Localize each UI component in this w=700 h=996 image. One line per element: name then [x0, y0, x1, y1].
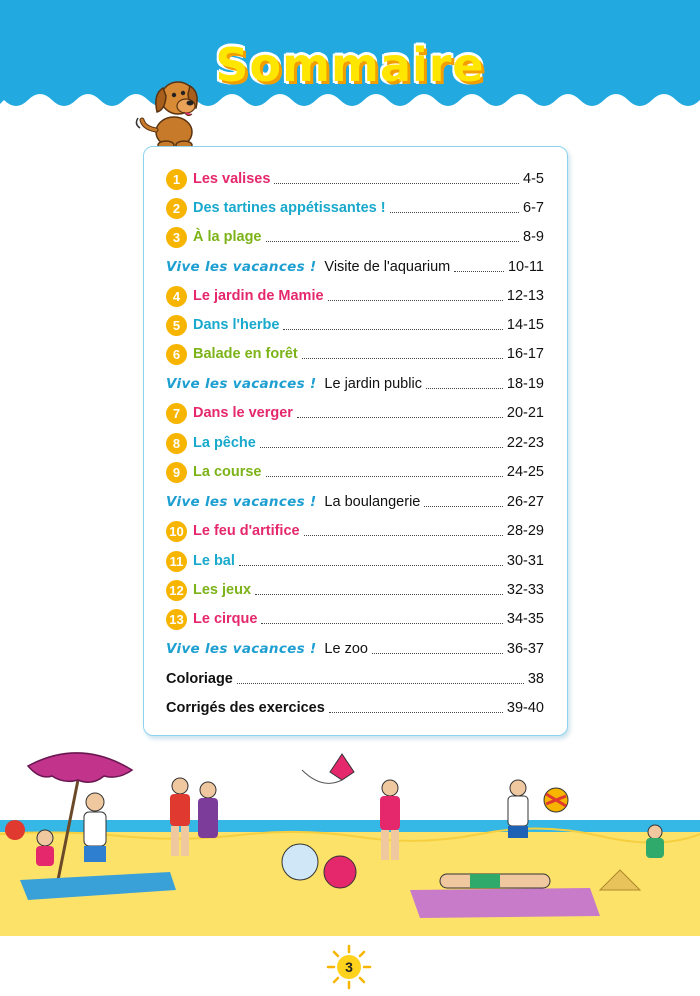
toc-entry[interactable] — [166, 519, 544, 543]
beach-scene-illustration — [0, 740, 700, 940]
chapter-title: Des tartines appétissantes ! — [193, 200, 386, 216]
toc-entry[interactable] — [166, 342, 544, 366]
page-range: 38 — [527, 671, 544, 687]
dot-leader — [255, 594, 503, 595]
chapter-title: Visite de l'aquarium — [324, 259, 451, 275]
page-range: 4-5 — [523, 171, 544, 187]
chapter-title: Les valises — [193, 171, 271, 187]
chapter-number-badge: 12 — [166, 580, 187, 601]
toc-entry[interactable] — [166, 431, 544, 455]
toc-entry[interactable] — [166, 284, 544, 308]
dot-leader — [390, 212, 519, 213]
dot-leader — [274, 183, 519, 184]
dot-leader — [237, 683, 524, 684]
vive-les-vacances-label: Vive les vacances ! — [166, 376, 317, 392]
page-range: 28-29 — [506, 523, 544, 539]
dot-leader — [304, 535, 503, 536]
page-range: 20-21 — [506, 405, 544, 421]
dot-leader — [261, 623, 502, 624]
chapter-number-badge: 1 — [166, 169, 187, 190]
page-range: 22-23 — [506, 435, 544, 451]
toc-entry[interactable] — [166, 696, 544, 720]
chapter-title: À la plage — [193, 229, 262, 245]
page-range: 8-9 — [523, 229, 544, 245]
chapter-number-badge: 13 — [166, 609, 187, 630]
dot-leader — [426, 388, 503, 389]
chapter-title: La pêche — [193, 435, 256, 451]
toc-entry[interactable] — [166, 490, 544, 514]
toc-entry[interactable] — [166, 549, 544, 573]
chapter-title: Dans l'herbe — [193, 317, 280, 333]
toc-entry[interactable] — [166, 167, 544, 191]
dot-leader — [266, 476, 503, 477]
page-range: 16-17 — [506, 346, 544, 362]
toc-entry[interactable] — [166, 255, 544, 279]
page-range: 14-15 — [506, 317, 544, 333]
dot-leader — [329, 712, 503, 713]
toc-entry[interactable] — [166, 637, 544, 661]
dot-leader — [302, 358, 503, 359]
dot-leader — [260, 447, 503, 448]
chapter-number-badge: 7 — [166, 403, 187, 424]
chapter-title: Le zoo — [324, 641, 368, 657]
chapter-number-badge: 2 — [166, 198, 187, 219]
vive-les-vacances-label: Vive les vacances ! — [166, 494, 317, 510]
chapter-title: Le bal — [193, 553, 235, 569]
toc-entry[interactable] — [166, 460, 544, 484]
chapter-number-badge: 8 — [166, 433, 187, 454]
chapter-title: Le jardin public — [324, 376, 422, 392]
dot-leader — [424, 506, 503, 507]
chapter-title: La boulangerie — [324, 494, 421, 510]
dot-leader — [239, 565, 503, 566]
page-range: 32-33 — [506, 582, 544, 598]
dot-leader — [297, 417, 503, 418]
page-title: Sommaire — [215, 38, 485, 92]
chapter-number-badge: 9 — [166, 462, 187, 483]
dot-leader — [328, 300, 503, 301]
page-range: 6-7 — [523, 200, 544, 216]
toc-entry[interactable] — [166, 313, 544, 337]
page-range: 30-31 — [506, 553, 544, 569]
toc-entry[interactable] — [166, 196, 544, 220]
page-number: 3 — [337, 955, 361, 979]
page-range: 34-35 — [506, 611, 544, 627]
page-range: 10-11 — [507, 259, 544, 275]
page-range: 24-25 — [506, 464, 544, 480]
chapter-title: Le cirque — [193, 611, 258, 627]
dot-leader — [372, 653, 503, 654]
chapter-number-badge: 5 — [166, 315, 187, 336]
chapter-number-badge: 6 — [166, 344, 187, 365]
toc-entry[interactable] — [166, 225, 544, 249]
chapter-number-badge: 10 — [166, 521, 187, 542]
vive-les-vacances-label: Vive les vacances ! — [166, 641, 317, 657]
page-range: 12-13 — [506, 288, 544, 304]
page-range: 36-37 — [506, 641, 544, 657]
page-range: 18-19 — [506, 376, 544, 392]
chapter-title: Balade en forêt — [193, 346, 298, 362]
chapter-title: Dans le verger — [193, 405, 293, 421]
chapter-title: Corrigés des exercices — [166, 700, 325, 716]
puppy-dog-icon — [130, 68, 210, 150]
toc-entry[interactable] — [166, 667, 544, 691]
chapter-title: Le jardin de Mamie — [193, 288, 324, 304]
chapter-title: La course — [193, 464, 262, 480]
chapter-number-badge: 3 — [166, 227, 187, 248]
dot-leader — [266, 241, 520, 242]
dot-leader — [283, 329, 502, 330]
vive-les-vacances-label: Vive les vacances ! — [166, 259, 317, 275]
chapter-title: Coloriage — [166, 671, 233, 687]
table-of-contents — [143, 146, 568, 736]
page-range: 26-27 — [506, 494, 544, 510]
toc-entry[interactable] — [166, 401, 544, 425]
dot-leader — [454, 271, 504, 272]
toc-entry[interactable] — [166, 607, 544, 631]
chapter-title: Les jeux — [193, 582, 252, 598]
chapter-number-badge: 4 — [166, 286, 187, 307]
chapter-number-badge: 11 — [166, 551, 187, 572]
toc-entry[interactable] — [166, 578, 544, 602]
chapter-title: Le feu d'artifice — [193, 523, 300, 539]
toc-entry[interactable] — [166, 372, 544, 396]
page-range: 39-40 — [506, 700, 544, 716]
